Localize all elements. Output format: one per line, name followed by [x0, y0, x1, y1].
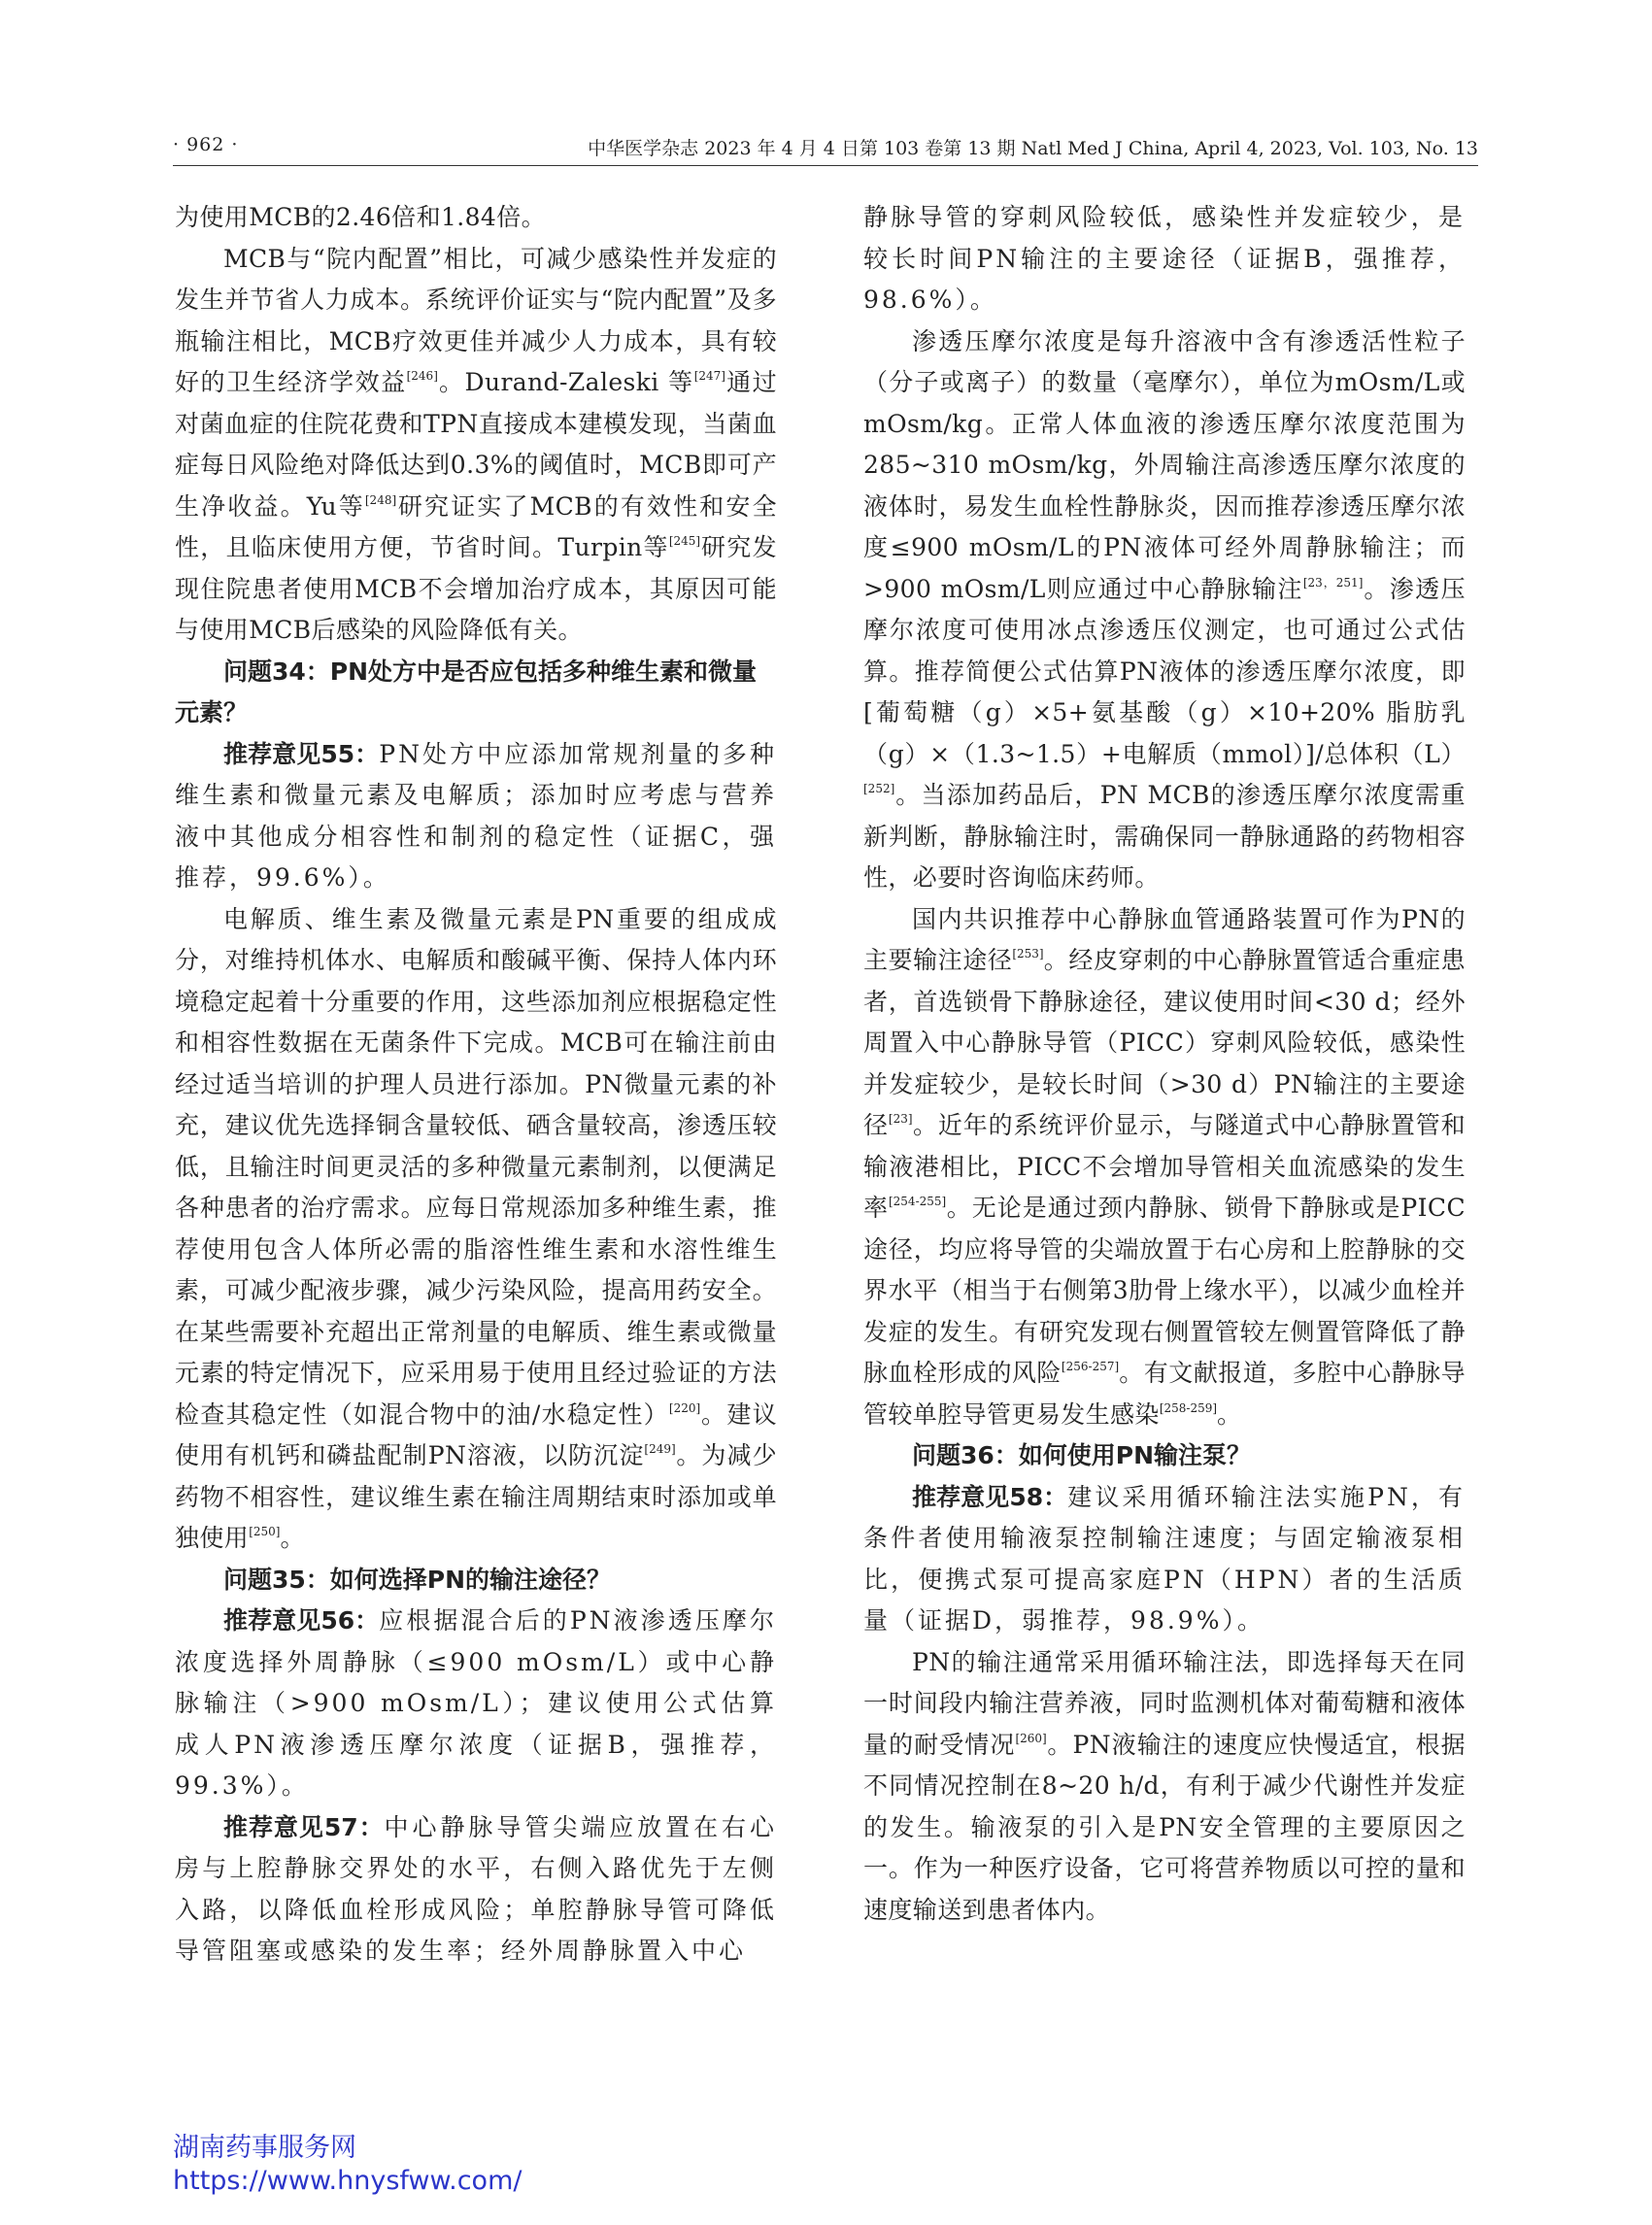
citation: [258-259]: [1159, 1400, 1218, 1415]
citation: [23]: [888, 1112, 913, 1126]
question-36-heading: 问题36：如何使用PN输注泵？: [912, 1441, 1252, 1469]
citation: [220]: [668, 1400, 701, 1415]
citation: [249]: [644, 1442, 676, 1456]
right-column: [863, 197, 1466, 1931]
citation: [250]: [249, 1525, 281, 1538]
watermark: [173, 2132, 522, 2198]
citation: [253]: [1012, 947, 1044, 961]
citation: [247]: [693, 369, 725, 383]
citation: [245]: [668, 534, 701, 548]
citation: [252]: [863, 782, 895, 795]
paragraph-mcb-cost: MCB与“院内配置”相比，可减少感染性并发症的发生并节省人力成本。系统评价证实与“院内配置”及多瓶输注相比，MCB疗效更佳并减少人力成本，具有较好的卫生经济学效益[246]。Durand-Zaleski 等[247]通过对菌血症的住院花费和TPN直接成本建模发现，当菌血症每日风险绝对降低达到0.3%的阈值时，MCB即可产生净收益。Yu等[248]研究证实了MCB的有效性和安全性，且临床使用方便，节省时间。Turpin等[245]研究发现住院患者使用MCB不会增加治疗成本，其原因可能与使用MCB后感染的风险降低有关。: [175, 244, 777, 644]
paragraph-continued: 为使用MCB的2.46倍和1.84倍。: [175, 203, 547, 231]
paragraph-infusion: PN的输注通常采用循环输注法，即选择每天在同一时间段内输注营养液，同时监测机体对葡萄糖和液体量的耐受情况[260]。PN液输注的速度应快慢适宜，根据不同情况控制在8~20 h/d，有利于减少代谢性并发症的发生。输液泵的引入是PN安全管理的主要原因之一。作为一种医疗设备，它可将营养物质以可控的量和速度输送到患者体内。: [863, 1647, 1467, 1924]
recommendation-label: 推荐意见58：: [912, 1482, 1068, 1511]
left-column: [175, 197, 777, 1972]
citation: [254-255]: [888, 1195, 947, 1208]
recommendation-label: 推荐意见57：: [223, 1812, 385, 1841]
citation: [256-257]: [1061, 1360, 1120, 1373]
citation: [246]: [406, 369, 438, 383]
citation: [260]: [1015, 1731, 1047, 1745]
recommendation-57: 推荐意见57：中心静脉导管尖端应放置在右心房与上腔静脉交界处的水平，右侧入路优先于左侧入路，以降低血栓形成风险；单腔静脉导管可降低导管阻塞或感染的发生率；经外周静脉置入中心: [175, 1812, 777, 1965]
recommendation-57-continued: 静脉导管的穿刺风险较低，感染性并发症较少，是较长时间PN输注的主要途径（证据B，强推荐，98.6%）。: [863, 203, 1466, 314]
recommendation-56: 推荐意见56：应根据混合后的PN液渗透压摩尔浓度选择外周静脉（≤900 mOsm/L）或中心静脉输注（>900 mOsm/L）；建议使用公式估算成人PN液渗透压摩尔浓度（证据B，强推荐，99.3%）。: [175, 1606, 777, 1800]
paragraph-electrolytes: 电解质、维生素及微量元素是PN重要的组成成分，对维持机体水、电解质和酸碱平衡、保持人体内环境稳定起着十分重要的作用，这些添加剂应根据稳定性和相容性数据在无菌条件下完成。MCB可在输注前由经过适当培训的护理人员进行添加。PN微量元素的补充，建议优先选择铜含量较低、硒含量较高，渗透压较低，且输注时间更灵活的多种微量元素制剂，以便满足各种患者的治疗需求。应每日常规添加多种维生素，推荐使用包含人体所必需的脂溶性维生素和水溶性维生素，可减少配液步骤，减少污染风险，提高用药安全。在某些需要补充超出正常剂量的电解质、维生素或微量元素的特定情况下，应采用易于使用且经过验证的方法检查其稳定性（如混合物中的油/水稳定性）[220]。建议使用有机钙和磷盐配制PN溶液，以防沉淀[249]。为减少药物不相容性，建议维生素在输注周期结束时添加或单独使用[250]。: [175, 904, 777, 1552]
question-35-heading: 问题35：如何选择PN的输注途径？: [223, 1565, 612, 1594]
recommendation-55: 推荐意见55：PN处方中应添加常规剂量的多种维生素和微量元素及电解质；添加时应考虑与营养液中其他成分相容性和制剂的稳定性（证据C，强推荐，99.6%）。: [175, 739, 777, 892]
paragraph-osmolality: 渗透压摩尔浓度是每升溶液中含有渗透活性粒子（分子或离子）的数量（毫摩尔），单位为mOsm/L或mOsm/kg。正常人体血液的渗透压摩尔浓度范围为285~310 mOsm/kg，外周输注高渗透压摩尔浓度的液体时，易发生血栓性静脉炎，因而推荐渗透压摩尔浓度≤900 mOsm/L的PN液体可经外周静脉输注；而>900 mOsm/L则应通过中心静脉输注[23，251]。渗透压摩尔浓度可使用冰点渗透压仪测定，也可通过公式估算。推荐简便公式估算PN液体的渗透压摩尔浓度，即[葡萄糖（g）×5+氨基酸（g）×10+20% 脂肪乳（g）×（1.3~1.5）+电解质（mmol）]/总体积（L）[252]。当添加药品后，PN MCB的渗透压摩尔浓度需重新判断，静脉输注时，需确保同一静脉通路的药物相容性，必要时咨询临床药师。: [863, 326, 1466, 892]
page-number: · 962 ·: [173, 134, 239, 155]
recommendation-label: 推荐意见55：: [223, 739, 380, 768]
recommendation-58: 推荐意见58：建议采用循环输注法实施PN，有条件者使用输液泵控制输注速度；与固定输液泵相比，便携式泵可提高家庭PN（HPN）者的生活质量（证据D，弱推荐，98.9%）。: [863, 1482, 1466, 1635]
citation: [23，251]: [1302, 575, 1364, 590]
watermark-site-name: 湖南药事服务网: [173, 2133, 356, 2163]
paragraph-central-venous-access: 国内共识推荐中心静脉血管通路装置可作为PN的主要输注途径[253]。经皮穿刺的中心静脉置管适合重症患者，首选锁骨下静脉途径，建议使用时间<30 d；经外周置入中心静脉导管（PICC）穿刺风险较低，感染性并发症较少，是较长时间（>30 d）PN输注的主要途径[23]。近年的系统评价显示，与隧道式中心静脉置管和输液港相比，PICC不会增加导管相关血流感染的发生率[254-255]。无论是通过颈内静脉、锁骨下静脉或是PICC途径，均应将导管的尖端放置于右心房和上腔静脉的交界水平（相当于右侧第3肋骨上缘水平），以减少血栓并发症的发生。有研究发现右侧置管较左侧置管降低了静脉血栓形成的风险[256-257]。有文献报道，多腔中心静脉导管较单腔导管更易发生感染[258-259]。: [863, 904, 1467, 1429]
recommendation-label: 推荐意见56：: [223, 1606, 380, 1635]
citation: [248]: [364, 492, 397, 507]
question-34-heading: 问题34：PN处方中是否应包括多种维生素和微量元素？: [175, 657, 758, 726]
page-header: [173, 130, 1478, 166]
running-head: 中华医学杂志 2023 年 4 月 4 日第 103 卷第 13 期 Natl Med J China, April 4, 2023, Vol. 103, No. 13: [588, 138, 1478, 159]
watermark-url: https://www.hnysfww.com/: [173, 2166, 523, 2196]
